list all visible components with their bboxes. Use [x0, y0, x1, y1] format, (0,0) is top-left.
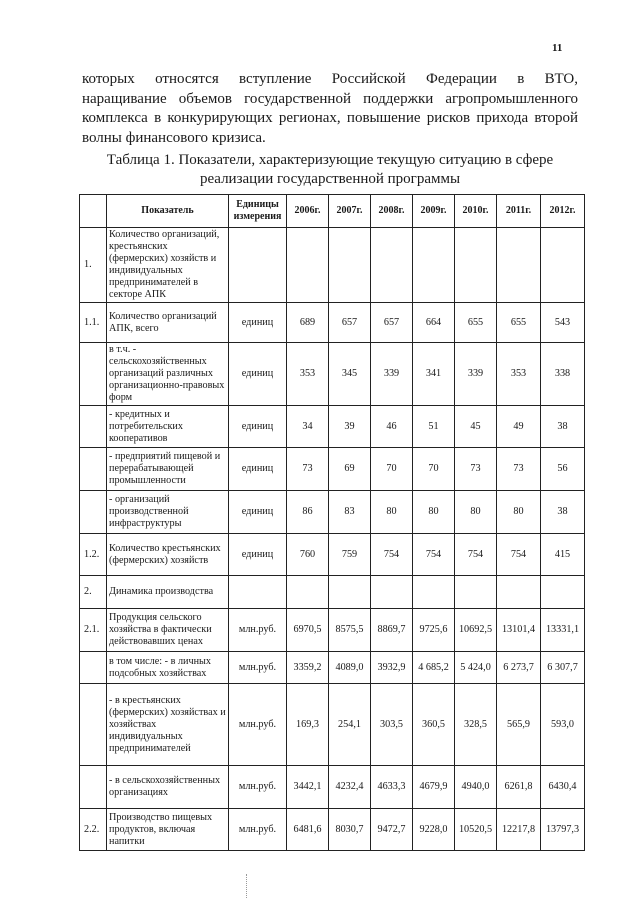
intro-paragraph	[82, 70, 578, 148]
value-cell: 328,5	[455, 684, 497, 766]
indicator-name-cell: - организаций производственной инфраструктуры	[107, 491, 229, 534]
value-cell: 80	[455, 491, 497, 534]
header-cell: Единицы измерения	[229, 195, 287, 228]
value-cell: 34	[287, 406, 329, 448]
row-index-cell: 2.	[80, 576, 107, 609]
value-cell: 754	[455, 534, 497, 576]
unit-cell	[229, 228, 287, 303]
value-cell: 5 424,0	[455, 652, 497, 684]
paragraph-rest: наращивание объемов государственной поддержки агропромышленного комплекса в конкурирующих регионах, повышение рисков прихода второй волны финансового кризиса.	[82, 90, 578, 146]
unit-cell: единиц	[229, 343, 287, 406]
value-cell: 49	[497, 406, 541, 448]
row-index-cell: 2.2.	[80, 809, 107, 851]
table-row	[80, 228, 585, 303]
value-cell: 4 685,2	[413, 652, 455, 684]
value-cell: 339	[455, 343, 497, 406]
row-index-cell	[80, 448, 107, 491]
value-cell: 80	[371, 491, 413, 534]
indicator-name-cell: Количество крестьянских (фермерских) хозяйств	[107, 534, 229, 576]
value-cell: 345	[329, 343, 371, 406]
indicator-name-cell: Производство пищевых продуктов, включая напитки	[107, 809, 229, 851]
value-cell	[541, 576, 585, 609]
table-row	[80, 448, 585, 491]
row-index-cell	[80, 343, 107, 406]
value-cell: 86	[287, 491, 329, 534]
value-cell: 689	[287, 303, 329, 343]
indicator-name-cell: - в крестьянских (фермерских) хозяйствах и хозяйствах индивидуальных предпринимателей	[107, 684, 229, 766]
value-cell: 759	[329, 534, 371, 576]
row-index-cell	[80, 491, 107, 534]
unit-cell: млн.руб.	[229, 684, 287, 766]
value-cell: 69	[329, 448, 371, 491]
row-index-cell: 1.1.	[80, 303, 107, 343]
indicator-name-cell: в т.ч. - сельскохозяйственных организаций различных организационно-правовых форм	[107, 343, 229, 406]
value-cell: 655	[497, 303, 541, 343]
value-cell: 353	[287, 343, 329, 406]
table-row	[80, 609, 585, 652]
table-header-row	[80, 195, 585, 228]
row-index-cell	[80, 766, 107, 809]
value-cell	[371, 576, 413, 609]
row-index-cell	[80, 684, 107, 766]
value-cell: 13101,4	[497, 609, 541, 652]
table-row	[80, 684, 585, 766]
value-cell: 339	[371, 343, 413, 406]
value-cell	[371, 228, 413, 303]
header-cell	[80, 195, 107, 228]
value-cell: 8575,5	[329, 609, 371, 652]
value-cell: 754	[371, 534, 413, 576]
header-cell: Показатель	[107, 195, 229, 228]
value-cell: 8869,7	[371, 609, 413, 652]
value-cell: 73	[287, 448, 329, 491]
header-cell: 2008г.	[371, 195, 413, 228]
value-cell: 341	[413, 343, 455, 406]
value-cell: 360,5	[413, 684, 455, 766]
value-cell: 6 307,7	[541, 652, 585, 684]
value-cell: 6481,6	[287, 809, 329, 851]
indicator-name-cell: Динамика производства	[107, 576, 229, 609]
value-cell: 338	[541, 343, 585, 406]
table-row	[80, 766, 585, 809]
value-cell: 83	[329, 491, 371, 534]
table-row	[80, 303, 585, 343]
value-cell: 4679,9	[413, 766, 455, 809]
unit-cell: млн.руб.	[229, 766, 287, 809]
value-cell: 353	[497, 343, 541, 406]
value-cell: 12217,8	[497, 809, 541, 851]
value-cell: 657	[329, 303, 371, 343]
value-cell: 565,9	[497, 684, 541, 766]
indicator-name-cell: Количество организаций, крестьянских (фермерских) хозяйств и индивидуальных предпринимателей в секторе АПК	[107, 228, 229, 303]
table-caption: Таблица 1. Показатели, характеризующие текущую ситуацию в сфере реализации государственной программы	[106, 152, 554, 187]
value-cell	[413, 576, 455, 609]
indicator-name-cell: в том числе: - в личных подсобных хозяйствах	[107, 652, 229, 684]
value-cell: 73	[497, 448, 541, 491]
value-cell: 73	[455, 448, 497, 491]
row-index-cell: 1.	[80, 228, 107, 303]
value-cell: 4089,0	[329, 652, 371, 684]
indicator-name-cell: - предприятий пищевой и перерабатывающей промышленности	[107, 448, 229, 491]
header-cell: 2009г.	[413, 195, 455, 228]
value-cell: 9472,7	[371, 809, 413, 851]
table-row	[80, 534, 585, 576]
value-cell: 4633,3	[371, 766, 413, 809]
indicator-name-cell: - в сельскохозяйственных организациях	[107, 766, 229, 809]
row-index-cell: 2.1.	[80, 609, 107, 652]
value-cell: 754	[413, 534, 455, 576]
unit-cell: млн.руб.	[229, 609, 287, 652]
table-row	[80, 809, 585, 851]
value-cell: 9725,6	[413, 609, 455, 652]
value-cell: 415	[541, 534, 585, 576]
value-cell: 4232,4	[329, 766, 371, 809]
table-row	[80, 406, 585, 448]
table-row	[80, 343, 585, 406]
table-row	[80, 652, 585, 684]
value-cell	[287, 576, 329, 609]
value-cell: 10692,5	[455, 609, 497, 652]
value-cell: 9228,0	[413, 809, 455, 851]
indicator-name-cell: Количество организаций АПК, всего	[107, 303, 229, 343]
value-cell: 46	[371, 406, 413, 448]
value-cell: 13331,1	[541, 609, 585, 652]
page-number: 11	[552, 42, 563, 54]
value-cell: 6970,5	[287, 609, 329, 652]
scan-mark	[246, 874, 248, 898]
value-cell: 56	[541, 448, 585, 491]
header-cell: 2007г.	[329, 195, 371, 228]
value-cell	[329, 228, 371, 303]
indicator-name-cell: Продукция сельского хозяйства в фактически действовавших ценах	[107, 609, 229, 652]
table-row	[80, 576, 585, 609]
value-cell: 657	[371, 303, 413, 343]
value-cell: 6430,4	[541, 766, 585, 809]
value-cell	[541, 228, 585, 303]
value-cell: 254,1	[329, 684, 371, 766]
value-cell	[455, 228, 497, 303]
value-cell: 664	[413, 303, 455, 343]
indicators-table	[79, 194, 585, 851]
value-cell: 6 273,7	[497, 652, 541, 684]
value-cell: 80	[413, 491, 455, 534]
value-cell: 70	[413, 448, 455, 491]
value-cell	[329, 576, 371, 609]
unit-cell: единиц	[229, 534, 287, 576]
value-cell: 6261,8	[497, 766, 541, 809]
paragraph-line-1: которых относятся вступление Российской Федерации в ВТО,	[82, 71, 578, 87]
value-cell: 754	[497, 534, 541, 576]
value-cell: 169,3	[287, 684, 329, 766]
value-cell: 70	[371, 448, 413, 491]
value-cell	[497, 228, 541, 303]
header-cell: 2011г.	[497, 195, 541, 228]
value-cell: 3442,1	[287, 766, 329, 809]
header-cell: 2012г.	[541, 195, 585, 228]
unit-cell: единиц	[229, 303, 287, 343]
value-cell: 8030,7	[329, 809, 371, 851]
unit-cell: единиц	[229, 406, 287, 448]
value-cell: 13797,3	[541, 809, 585, 851]
unit-cell: млн.руб.	[229, 809, 287, 851]
row-index-cell	[80, 406, 107, 448]
table-body	[80, 228, 585, 851]
value-cell	[287, 228, 329, 303]
row-index-cell: 1.2.	[80, 534, 107, 576]
value-cell: 543	[541, 303, 585, 343]
table-row	[80, 491, 585, 534]
unit-cell: единиц	[229, 448, 287, 491]
value-cell: 51	[413, 406, 455, 448]
value-cell: 38	[541, 406, 585, 448]
value-cell	[413, 228, 455, 303]
unit-cell: единиц	[229, 491, 287, 534]
value-cell: 3932,9	[371, 652, 413, 684]
unit-cell: млн.руб.	[229, 652, 287, 684]
value-cell: 39	[329, 406, 371, 448]
header-cell: 2010г.	[455, 195, 497, 228]
value-cell	[455, 576, 497, 609]
value-cell: 3359,2	[287, 652, 329, 684]
value-cell: 80	[497, 491, 541, 534]
value-cell: 10520,5	[455, 809, 497, 851]
value-cell: 760	[287, 534, 329, 576]
indicator-name-cell: - кредитных и потребительских кооперативов	[107, 406, 229, 448]
value-cell: 303,5	[371, 684, 413, 766]
value-cell: 4940,0	[455, 766, 497, 809]
value-cell: 593,0	[541, 684, 585, 766]
unit-cell	[229, 576, 287, 609]
value-cell: 45	[455, 406, 497, 448]
value-cell: 38	[541, 491, 585, 534]
header-cell: 2006г.	[287, 195, 329, 228]
value-cell	[497, 576, 541, 609]
value-cell: 655	[455, 303, 497, 343]
row-index-cell	[80, 652, 107, 684]
